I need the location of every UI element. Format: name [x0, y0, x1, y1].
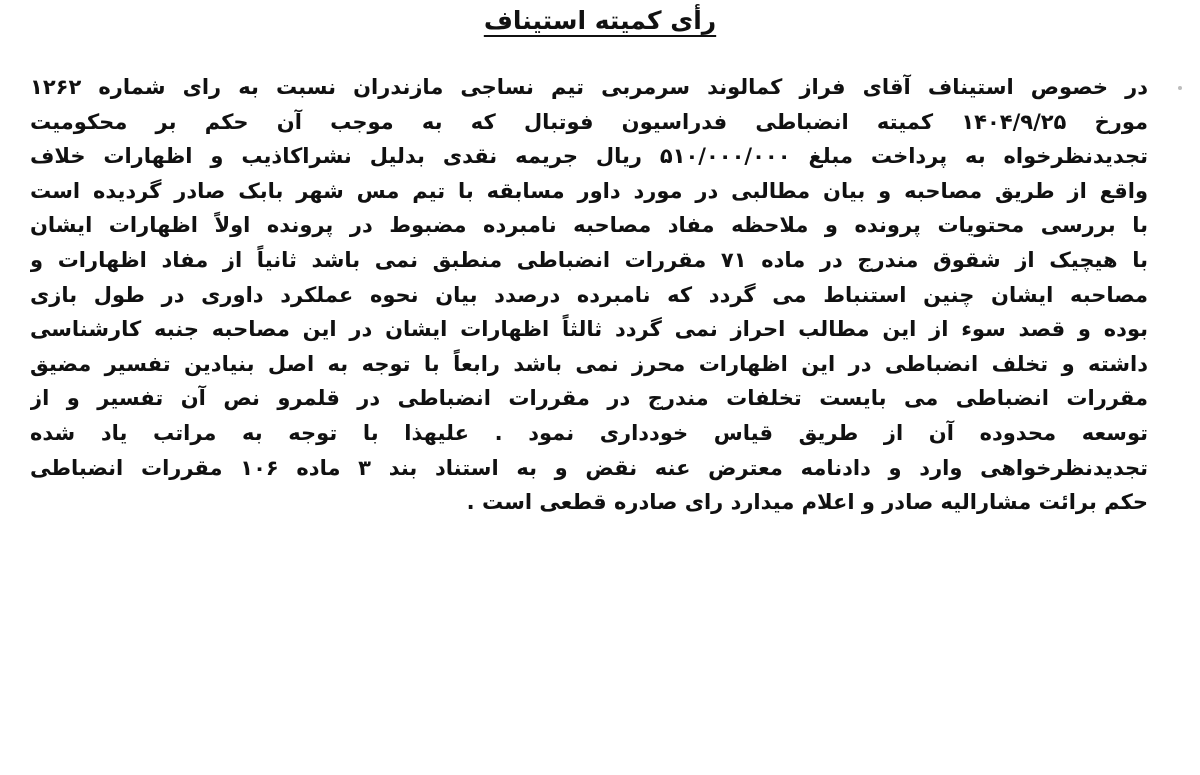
- body-line-12: تجدیدنظرخواهی وارد و دادنامه معترض عنه نقض و به استناد بند ۳ ماده ۱۰۶ مقررات انضباطی: [30, 455, 1148, 480]
- document-title: رأی کمیته استیناف: [483, 6, 717, 35]
- body-line-10: مقررات انضباطی می بایست تخلفات مندرج در مقررات انضباطی در قلمرو نص آن تفسیر و از: [30, 386, 1148, 411]
- body-line-13: حکم برائت مشارالیه صادر و اعلام میدارد رای صادره قطعی است .: [466, 490, 1148, 515]
- body-line-6: با هیچیک از شقوق مندرج در ماده ۷۱ مقررات انضباطی منطبق نمی باشد ثانیاً از مفاد اظهارات و: [30, 247, 1148, 272]
- margin-dot: [1178, 86, 1182, 90]
- body-line-9: داشته و تخلف انضباطی در این اظهارات محرز نمی باشد رابعاً با توجه به اصل بنیادین تفسیر مضیق: [30, 351, 1148, 376]
- body-line-2: مورخ ۱۴۰۴/۹/۲۵ کمیته انضباطی فدراسیون فوتبال که به موجب آن حکم بر محکومیت: [30, 109, 1148, 134]
- body-line-3: تجدیدنظرخواه به پرداخت مبلغ ۵۱۰/۰۰۰/۰۰۰ ریال جریمه نقدی بدلیل نشراکاذیب و اظهارات خلاف: [30, 144, 1148, 169]
- body-line-1: در خصوص استیناف آقای فراز کمالوند سرمربی تیم نساجی مازندران نسبت به رای شماره ۱۲۶۲: [30, 75, 1148, 99]
- body-line-8: بوده و قصد سوء از این مطالب احراز نمی گردد ثالثاً اظهارات ایشان در این مصاحبه جنبه کارشناسی: [30, 317, 1148, 342]
- body-line-7: مصاحبه ایشان چنین استنباط می گردد که نامبرده درصدد بیان نحوه عملکرد داوری در طول بازی: [30, 282, 1148, 307]
- document-title-wrapper: [0, 6, 1200, 36]
- body-line-11: توسعه محدوده آن از طریق قیاس خودداری نمود . علیهذا با توجه به مراتب یاد شده: [30, 420, 1148, 445]
- document-body: [30, 70, 1148, 520]
- body-line-5: با بررسی محتویات پرونده و ملاحظه مفاد مصاحبه نامبرده مضبوط در پرونده اولاً اظهارات ایشان: [30, 213, 1148, 238]
- body-line-4: واقع از طریق مصاحبه و بیان مطالبی در مورد داور مسابقه با تیم مس شهر بابک صادر گردیده است: [30, 178, 1148, 203]
